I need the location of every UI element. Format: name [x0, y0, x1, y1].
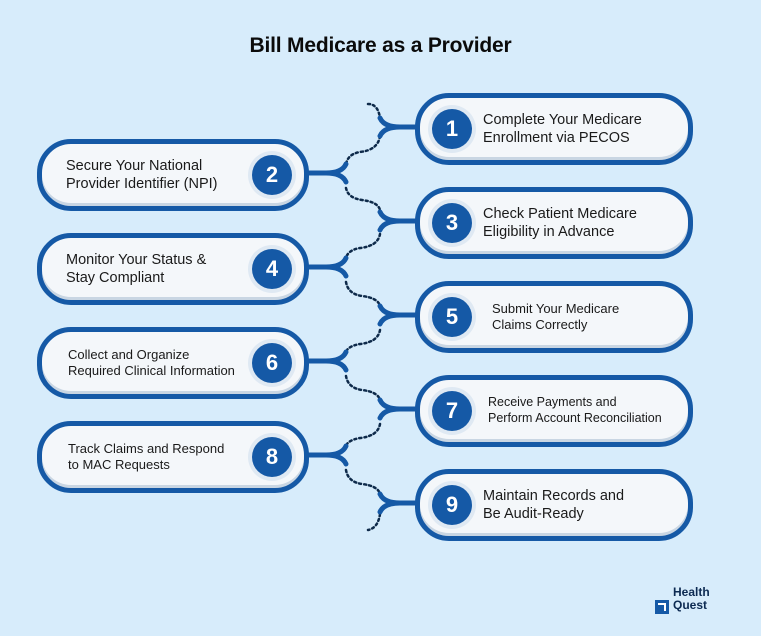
- step-label-line1: Secure Your National: [66, 157, 203, 174]
- step-number-badge: 2: [252, 155, 292, 195]
- step-card-7: [415, 375, 693, 447]
- step-card-2: [37, 139, 309, 211]
- step-number-badge: 9: [432, 485, 472, 525]
- page-title: Bill Medicare as a Provider: [249, 34, 512, 57]
- step-label-line1: Receive Payments and: [488, 395, 617, 410]
- step-label-line1: Monitor Your Status &: [66, 251, 207, 268]
- step-card-8: [37, 421, 309, 493]
- step-label-line1: Maintain Records and: [483, 487, 625, 504]
- step-number-badge: 5: [432, 297, 472, 337]
- step-label-line1: Collect and Organize: [68, 346, 190, 362]
- step-label: [483, 474, 680, 536]
- step-number-badge: 7: [432, 391, 472, 431]
- step-label-line1: Complete Your Medicare: [483, 111, 642, 128]
- step-card-6: [37, 327, 309, 399]
- step-card-3: [415, 187, 693, 259]
- step-number-badge: 8: [252, 437, 292, 477]
- step-number-badge: 3: [432, 203, 472, 243]
- step-label-line2: Required Clinical Information: [68, 363, 235, 378]
- step-label: [488, 380, 684, 442]
- step-label-line2: Be Audit-Ready: [483, 506, 584, 522]
- step-number-badge: 1: [432, 109, 472, 149]
- step-label: [68, 426, 244, 488]
- step-label-line2: Eligibility in Advance: [483, 224, 615, 240]
- step-label-line2: to MAC Requests: [68, 457, 170, 472]
- step-card-4: [37, 233, 309, 305]
- step-card-9: [415, 469, 693, 541]
- step-number-badge: 6: [252, 343, 292, 383]
- step-label-line2: Perform Account Reconciliation: [488, 411, 662, 425]
- step-number-badge: 4: [252, 249, 292, 289]
- step-card-5: [415, 281, 693, 353]
- step-card-1: [415, 93, 693, 165]
- step-label-line1: Check Patient Medicare: [483, 205, 637, 222]
- step-label-line2: Claims Correctly: [492, 317, 588, 332]
- step-label: [492, 286, 680, 348]
- step-label-line2: Provider Identifier (NPI): [66, 176, 218, 192]
- step-label: [68, 332, 248, 394]
- step-label-line2: Enrollment via PECOS: [483, 130, 630, 146]
- logo-line1: Health: [673, 585, 710, 599]
- health-quest-logo: [655, 586, 710, 614]
- logo-line2: Quest: [673, 598, 708, 612]
- step-label: [66, 238, 244, 300]
- arrow-up-right-icon: [655, 600, 669, 614]
- step-label-line2: Stay Compliant: [66, 270, 165, 286]
- step-label: [483, 98, 680, 160]
- step-label: [66, 144, 244, 206]
- step-label-line1: Submit Your Medicare: [492, 300, 620, 316]
- step-label: [483, 192, 680, 254]
- logo-text: [673, 586, 710, 612]
- step-label-line1: Track Claims and Respond: [68, 440, 225, 456]
